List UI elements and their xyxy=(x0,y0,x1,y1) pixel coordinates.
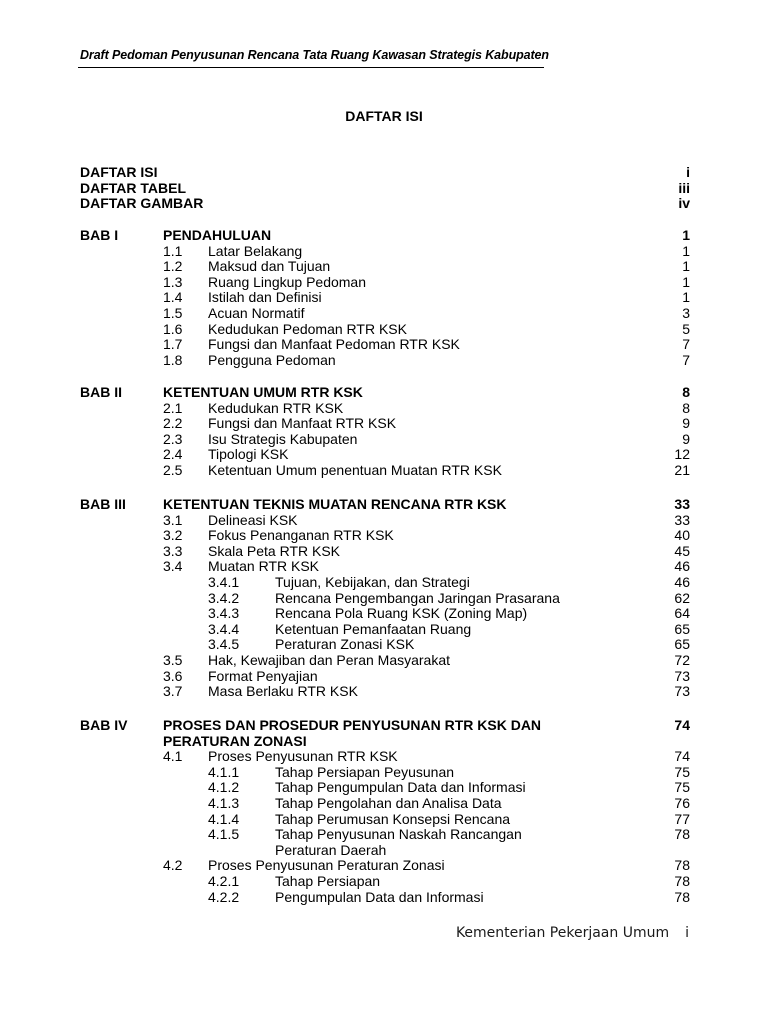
toc-section-number: 3.4.2 xyxy=(208,589,240,606)
toc-page-number: 21 xyxy=(674,462,690,478)
toc-page-number: 64 xyxy=(674,605,690,622)
toc-page-number: 78 xyxy=(674,857,690,874)
toc-page-number: 33 xyxy=(674,496,690,512)
toc-section xyxy=(80,352,690,368)
toc-section-number: 1.2 xyxy=(163,258,183,275)
toc-section-number: 4.1.4 xyxy=(208,810,240,827)
toc-section-number: 1.8 xyxy=(163,351,183,368)
toc-chapter-title: PENDAHULUAN xyxy=(163,227,272,243)
toc-section xyxy=(80,274,690,290)
toc-chapter-title: KETENTUAN UMUM RTR KSK xyxy=(163,384,363,400)
toc-section-text: Fungsi dan Manfaat RTR KSK xyxy=(208,415,397,432)
toc-page-number: 62 xyxy=(674,589,690,606)
toc-section-number: 1.7 xyxy=(163,336,183,353)
running-header: Draft Pedoman Penyusunan Rencana Tata Ruang Kawasan Strategis Kabupaten xyxy=(80,48,549,62)
toc-chapter-title: KETENTUAN TEKNIS MUATAN RENCANA RTR KSK xyxy=(163,496,507,512)
toc-section-number: 1.5 xyxy=(163,305,183,321)
toc-section-text: Skala Peta RTR KSK xyxy=(208,542,341,559)
toc-section-text: Tahap Penyusunan Naskah Rancangan xyxy=(275,826,522,843)
toc-section-text: Rencana Pengembangan Jaringan Prasarana xyxy=(275,589,560,606)
toc-section-text: Fungsi dan Manfaat Pedoman RTR KSK xyxy=(208,336,460,353)
toc-section xyxy=(80,527,690,543)
toc-front-entry xyxy=(80,180,690,196)
toc-section-number: 1.3 xyxy=(163,273,183,290)
toc-page-number: 1 xyxy=(682,242,690,259)
toc-section-text: Kedudukan Pedoman RTR KSK xyxy=(208,320,407,337)
toc-section-number: 1.1 xyxy=(163,242,183,259)
toc-subsection xyxy=(80,636,690,652)
toc-page-number: 73 xyxy=(674,667,690,684)
toc-chapter xyxy=(80,717,690,733)
toc-section-text: Muatan RTR KSK xyxy=(208,558,320,575)
toc-page-number: 1 xyxy=(682,258,690,275)
toc-section xyxy=(80,415,690,431)
toc-page-number: 46 xyxy=(674,558,690,575)
toc-subsection xyxy=(80,889,690,905)
toc-subsection xyxy=(80,795,690,811)
toc-page-number: 1 xyxy=(682,289,690,306)
toc-section-number: 4.1 xyxy=(163,748,183,765)
toc-section-number: 3.4 xyxy=(163,558,183,575)
toc-section-number: 4.2.2 xyxy=(208,888,240,905)
toc-page-number: 73 xyxy=(674,683,690,700)
toc-subsection xyxy=(80,574,690,590)
toc-section xyxy=(80,748,690,764)
toc-page-number: 72 xyxy=(674,652,690,668)
toc-subsection xyxy=(80,621,690,637)
toc-chapter-title: PROSES DAN PROSEDUR PENYUSUNAN RTR KSK DAN xyxy=(163,717,542,733)
toc-section-number: 4.1.5 xyxy=(208,826,240,843)
toc-section xyxy=(80,336,690,352)
toc-section xyxy=(80,400,690,416)
toc-section-number: 3.4.5 xyxy=(208,636,240,653)
toc-page-number: 46 xyxy=(674,574,690,590)
toc-chapter-label: BAB I xyxy=(80,227,119,243)
toc-section-number: 4.2 xyxy=(163,857,183,874)
toc-page-number: 45 xyxy=(674,542,690,559)
toc-section-number: 3.5 xyxy=(163,652,183,668)
toc-section xyxy=(80,668,690,684)
toc-page-number: 40 xyxy=(674,527,690,544)
toc-section-number: 1.4 xyxy=(163,289,183,306)
toc-page-number: 5 xyxy=(682,320,690,337)
toc-page-number: 7 xyxy=(682,336,690,353)
toc-page-number: 1 xyxy=(682,273,690,290)
toc-section-text: Peraturan Zonasi KSK xyxy=(275,636,415,653)
toc-subsection-continued xyxy=(80,842,690,858)
footer-page-number: i xyxy=(685,925,689,941)
toc-section xyxy=(80,462,690,478)
toc-section-text: Peraturan Daerah xyxy=(275,841,387,858)
toc-section-text: Isu Strategis Kabupaten xyxy=(208,430,358,447)
toc-section-text: Tahap Pengumpulan Data dan Informasi xyxy=(275,779,526,796)
toc-page-number: 75 xyxy=(674,779,690,796)
toc-section-text: Delineasi KSK xyxy=(208,511,298,528)
toc-chapter-label: BAB IV xyxy=(80,717,128,733)
toc-section-number: 1.6 xyxy=(163,320,183,337)
toc-section-number: 3.4.3 xyxy=(208,605,240,622)
toc-subsection xyxy=(80,826,690,842)
toc-chapter xyxy=(80,384,690,400)
toc-page-number: 65 xyxy=(674,636,690,653)
toc-section-text: Tipologi KSK xyxy=(208,446,289,463)
toc-section xyxy=(80,289,690,305)
toc-section xyxy=(80,446,690,462)
toc-section-number: 3.7 xyxy=(163,683,183,700)
toc-section xyxy=(80,321,690,337)
toc-section-number: 4.1.3 xyxy=(208,795,240,811)
toc-section xyxy=(80,258,690,274)
toc-section-number: 2.3 xyxy=(163,430,183,447)
toc-page-number: 74 xyxy=(674,748,690,765)
toc-chapter-continued xyxy=(80,733,690,749)
toc-section-text: Istilah dan Definisi xyxy=(208,289,322,306)
toc-section-text: Latar Belakang xyxy=(208,242,303,259)
toc-front-entry xyxy=(80,195,690,211)
toc-chapter xyxy=(80,496,690,512)
toc-page-number: 8 xyxy=(682,384,690,400)
footer-text: Kementerian Pekerjaan Umum xyxy=(455,925,670,941)
page-footer xyxy=(456,925,689,941)
toc-section xyxy=(80,431,690,447)
toc-section-text: Ruang Lingkup Pedoman xyxy=(208,273,367,290)
toc-section xyxy=(80,558,690,574)
toc-chapter-label: BAB II xyxy=(80,384,122,400)
toc-section-number: 2.4 xyxy=(163,446,183,463)
toc-subsection xyxy=(80,779,690,795)
toc-section-text: Pengumpulan Data dan Informasi xyxy=(275,888,484,905)
toc-page-number: 78 xyxy=(674,826,690,843)
toc-page-number: 1 xyxy=(682,227,690,243)
toc-section-number: 2.2 xyxy=(163,415,183,432)
toc-section-number: 2.5 xyxy=(163,462,183,478)
toc-section-text: Tahap Perumusan Konsepsi Rencana xyxy=(275,810,511,827)
toc-entry-text: DAFTAR ISI xyxy=(80,164,158,180)
toc-section-text: Format Penyajian xyxy=(208,667,318,684)
toc-section-text: Tahap Pengolahan dan Analisa Data xyxy=(275,795,502,811)
page-title: DAFTAR ISI xyxy=(345,108,423,124)
toc-section-text: Maksud dan Tujuan xyxy=(208,258,331,275)
toc-page-number: iii xyxy=(678,179,690,196)
toc-section xyxy=(80,857,690,873)
toc-section-text: Pengguna Pedoman xyxy=(208,351,336,368)
toc-page-number: iv xyxy=(678,195,690,212)
toc-section-number: 4.1.1 xyxy=(208,763,240,780)
toc-page-number: 74 xyxy=(674,717,690,733)
toc-section xyxy=(80,305,690,321)
toc-subsection xyxy=(80,764,690,780)
toc-section-text: Masa Berlaku RTR KSK xyxy=(208,683,358,700)
toc-section xyxy=(80,652,690,668)
toc-subsection xyxy=(80,873,690,889)
toc-page-number: 78 xyxy=(674,888,690,905)
toc-section-text: Kedudukan RTR KSK xyxy=(208,399,344,416)
toc-subsection xyxy=(80,605,690,621)
toc-page-number: 8 xyxy=(682,399,690,416)
toc-section-text: Ketentuan Umum penentuan Muatan RTR KSK xyxy=(208,462,502,478)
toc-page-number: 76 xyxy=(674,795,690,811)
toc-section-text: Rencana Pola Ruang KSK (Zoning Map) xyxy=(275,605,528,622)
toc-page-number: 7 xyxy=(682,351,690,368)
toc-section-text: Tahap Persiapan Peyusunan xyxy=(275,763,455,780)
toc-section-text: Proses Penyusunan Peraturan Zonasi xyxy=(208,857,445,874)
toc-section-text: Ketentuan Pemanfaatan Ruang xyxy=(275,620,472,637)
toc-section xyxy=(80,243,690,259)
toc-page-number: 78 xyxy=(674,873,690,889)
toc-section-number: 2.1 xyxy=(163,399,183,416)
toc-section-number: 4.1.2 xyxy=(208,779,240,796)
toc-page-number: 77 xyxy=(674,810,690,827)
toc-subsection xyxy=(80,590,690,606)
toc-section-text: Tujuan, Kebijakan, dan Strategi xyxy=(275,574,470,590)
toc-chapter-label: BAB III xyxy=(80,496,126,512)
toc-page-number: i xyxy=(686,164,690,180)
toc-section-text: Tahap Persiapan xyxy=(275,873,381,889)
toc-chapter xyxy=(80,227,690,243)
toc-section-number: 3.4.1 xyxy=(208,574,240,590)
toc-page-number: 9 xyxy=(682,430,690,447)
header-rule xyxy=(78,67,544,68)
toc-section-text: Acuan Normatif xyxy=(208,305,305,321)
toc-front-entry xyxy=(80,164,690,180)
toc-section-number: 3.2 xyxy=(163,527,183,544)
toc-page-number: 65 xyxy=(674,620,690,637)
toc-subsection xyxy=(80,811,690,827)
toc-page-number: 9 xyxy=(682,415,690,432)
toc-page-number: 75 xyxy=(674,763,690,780)
toc-page-number: 3 xyxy=(682,305,690,321)
toc-section xyxy=(80,543,690,559)
toc-entry-text: DAFTAR GAMBAR xyxy=(80,195,204,212)
toc-section-text: Proses Penyusunan RTR KSK xyxy=(208,748,398,765)
toc-page-number: 33 xyxy=(674,511,690,528)
toc-section-number: 3.6 xyxy=(163,667,183,684)
toc-page-number: 12 xyxy=(674,446,690,463)
toc-section-number: 3.3 xyxy=(163,542,183,559)
toc-entry-text: DAFTAR TABEL xyxy=(80,179,187,196)
toc-chapter-title: PERATURAN ZONASI xyxy=(163,732,307,749)
toc-section-number: 3.1 xyxy=(163,511,183,528)
toc-section-number: 3.4.4 xyxy=(208,620,240,637)
toc-section-text: Fokus Penanganan RTR KSK xyxy=(208,527,394,544)
toc-section xyxy=(80,512,690,528)
toc-section-text: Hak, Kewajiban dan Peran Masyarakat xyxy=(208,652,451,668)
toc-section-number: 4.2.1 xyxy=(208,873,240,889)
toc-section xyxy=(80,683,690,699)
